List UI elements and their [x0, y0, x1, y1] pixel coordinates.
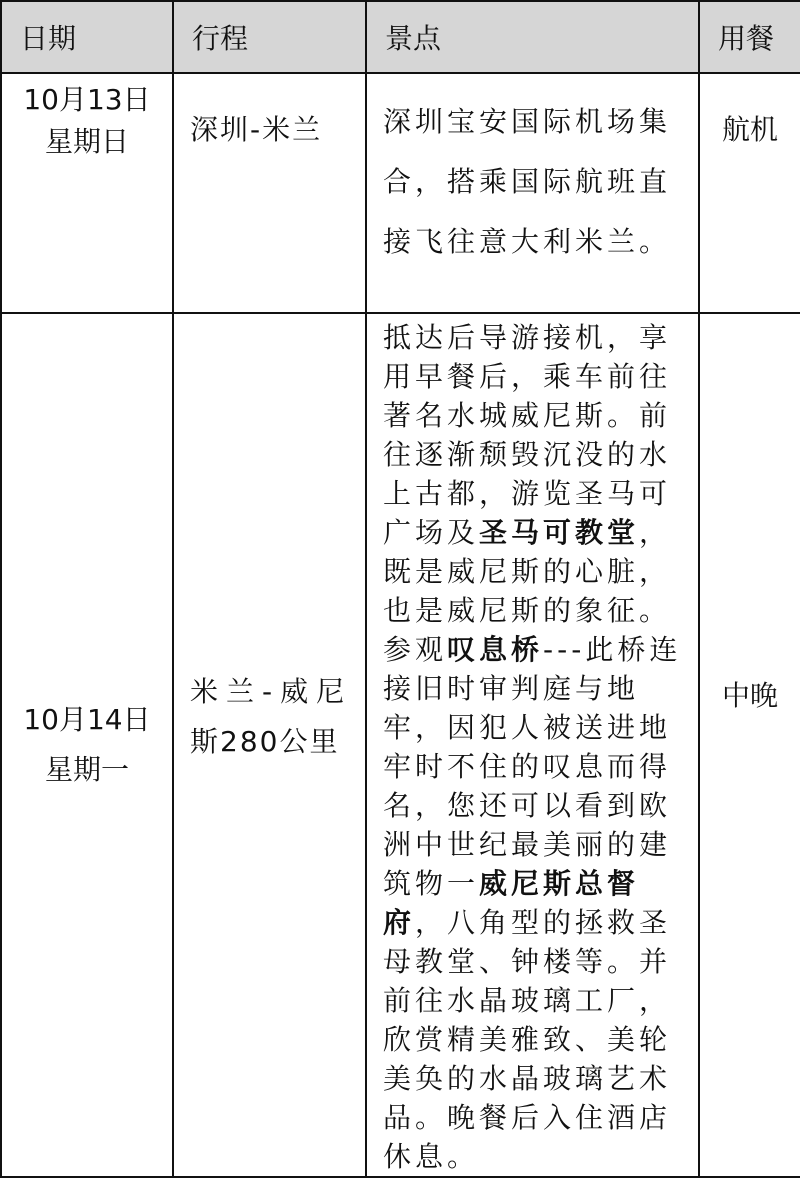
sights-text: ，八角型的拯救圣母教堂、钟楼等。并前往水晶玻璃工厂，欣赏精美雅致、美轮美奂的水晶玻璃艺术品。晚餐后入住酒店休息。	[383, 906, 672, 1173]
date: 10月14日	[23, 703, 151, 736]
weekday: 星期日	[44, 125, 129, 158]
sights-text: 抵达后导游接机，享用早餐后，乘车前往著名水城威尼斯。前往逐渐颓毁沉没的水上古都，游览圣马可广场及	[383, 321, 672, 549]
table-row	[1, 73, 800, 313]
header-row	[1, 1, 800, 73]
meal-cell: 中晚	[699, 313, 800, 1177]
header-date: 日期	[1, 1, 173, 73]
sights-text: 深圳宝安国际机场集合，搭乘国际航班直接飞往意大利米兰。	[383, 105, 672, 258]
sight-highlight: 叹息桥	[447, 633, 544, 666]
sights-cell	[366, 73, 699, 313]
meal-cell: 航机	[699, 73, 800, 313]
table-row	[1, 313, 800, 1177]
sights-cell	[366, 313, 699, 1177]
route-cell	[173, 313, 366, 1177]
date: 10月13日	[23, 83, 151, 116]
route-cell: 深圳-米兰	[173, 73, 366, 313]
date-cell	[1, 73, 173, 313]
sight-highlight: 圣马可教堂	[479, 516, 640, 549]
header-sights: 景点	[366, 1, 699, 73]
route-line: 米兰-威尼	[190, 675, 353, 708]
sights-text: ，既是威尼斯的心脏，也是威尼斯的象征。参观	[383, 516, 672, 666]
header-meal: 用餐	[699, 1, 800, 73]
weekday: 星期一	[44, 753, 129, 786]
route-line: 斯280公里	[190, 725, 340, 758]
sight-highlight: 威尼斯总督府	[383, 867, 640, 939]
sights-text: ---此桥连接旧时审判庭与地牢，因犯人被送进地牢时不住的叹息而得名，您还可以看到欧洲中世纪最美丽的建筑物一	[383, 633, 682, 900]
header-route: 行程	[173, 1, 366, 73]
date-cell	[1, 313, 173, 1177]
